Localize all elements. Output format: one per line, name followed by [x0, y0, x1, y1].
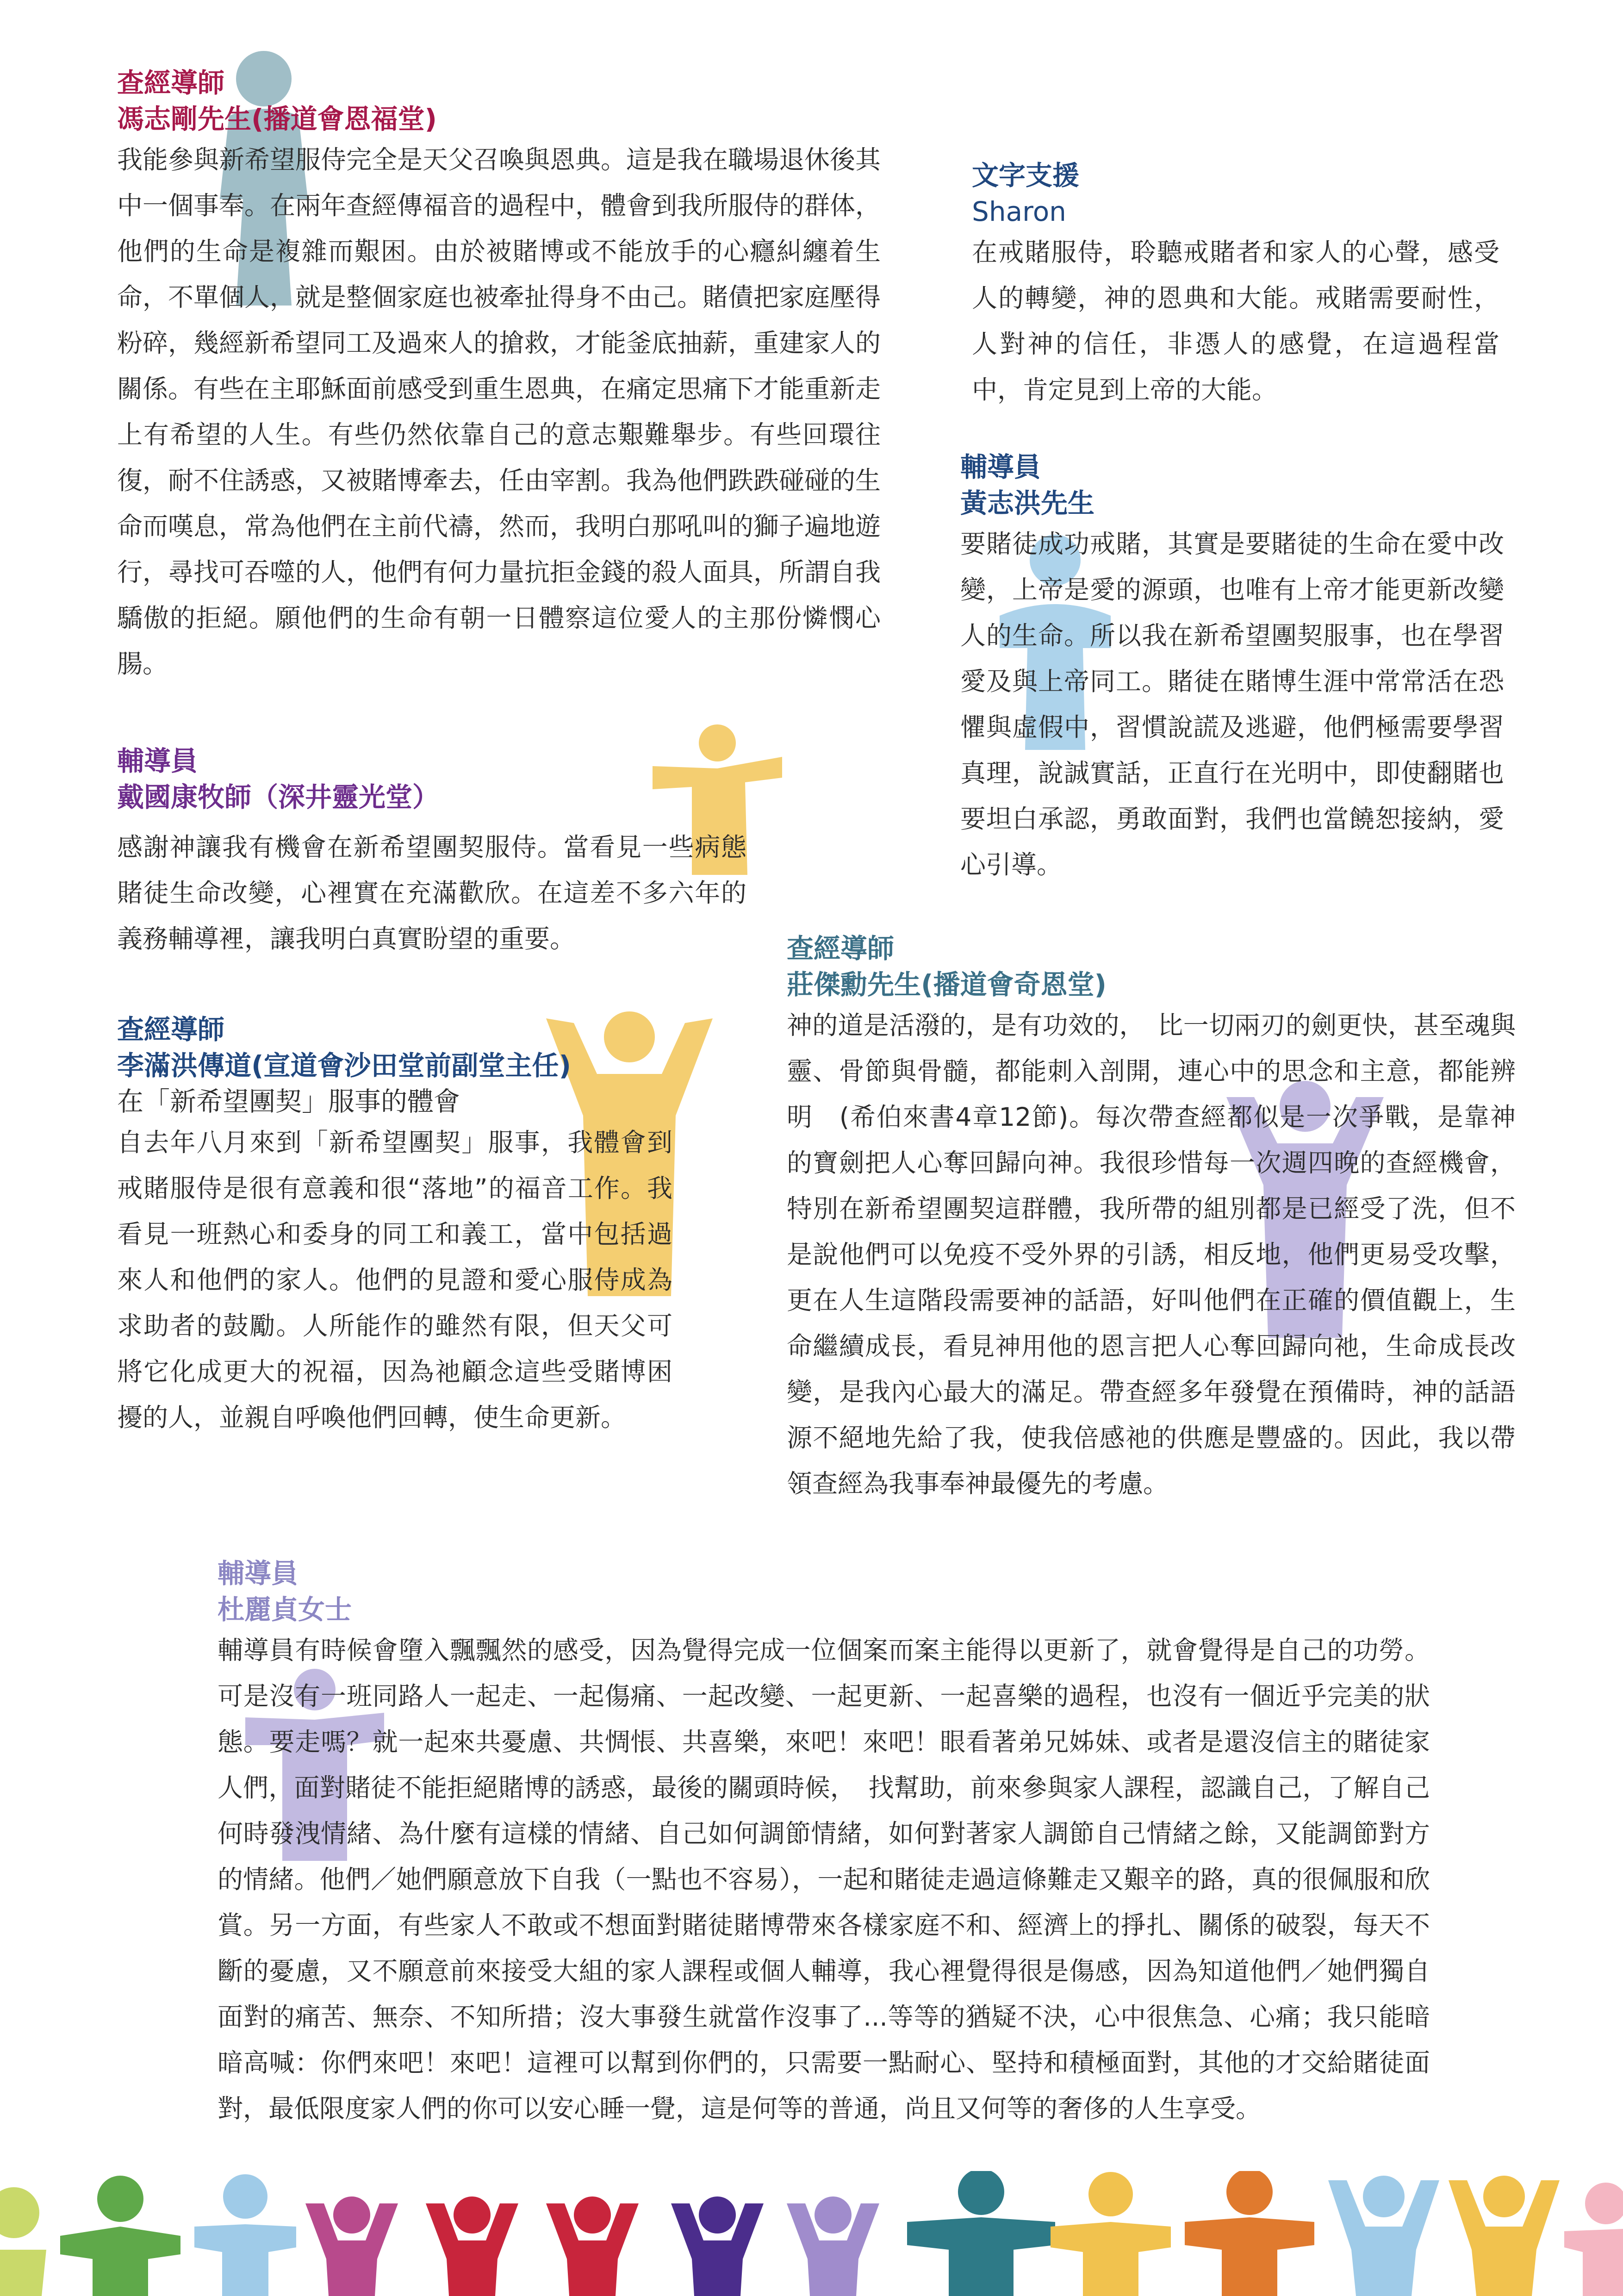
- paragraph: 神的道是活潑的，是有功效的， 比一切兩刃的劍更快，甚至魂與靈、骨節與骨髓，都能刺入剖開，連心中的思念和主意，都能辨明 (希伯來書4章12節)。每次帶查經都似是一次爭戰，是靠神的寶劍把人心奪回歸向神。我很珍惜每一次週四晚的查經機會，特別在新希望團契這群體，我所帶的組別都是已經受了洗，但不是說他們可以免疫不受外界的引誘，相反地，他們更易受攻擊，更在人生這階段需要神的話語，好叫他們在正確的價值觀上，生命繼續成長，看見神用他的恩言把人心奪回歸向祂，生命成長改變，是我內心最大的滿足。帶查經多年發覺在預備時，神的話語源不絕地先給了我，使我倍感祂的供應是豐盛的。因此，我以帶領查經為我事奉神最優先的考慮。: [787, 1011, 1516, 1498]
- section-to: [218, 1555, 1430, 2132]
- role-title: 文字支援: [972, 160, 1080, 191]
- role-title: 查經導師: [117, 1014, 225, 1045]
- role-title: 查經導師: [787, 933, 895, 964]
- role-title: 輔導員: [960, 451, 1041, 483]
- person-name: 馮志剛先生(播道會恩福堂): [117, 103, 437, 135]
- person-name: 戴國康牧師（深井靈光堂）: [117, 781, 440, 813]
- person-figure-icon: [546, 2196, 639, 2296]
- paragraph: 輔導員有時候會墮入飄飄然的感受，因為覺得完成一位個案而案主能得以更新了，就會覺得是自己的功勞。可是沒有一班同路人一起走、一起傷痛、一起改變、一起更新、一起喜樂的過程，也沒有一個近乎完美的狀態。要走嗎？就一起來共憂慮、共惆悵、共喜樂，來吧！來吧！眼看著弟兄姊妹、或者是還沒信主的賭徒家人們，面對賭徒不能拒絕賭博的誘惑，最後的關頭時候， 找幫助，前來參與家人課程，認識自己，了解自己何時發洩情緒、為什麼有這樣的情緒、自己如何調節情緒，如何對著家人調節自己情緒之餘，又能調節對方的情緒。他們／她們願意放下自我（一點也不容易），一起和賭徒走過這條難走又艱辛的路，真的很佩服和欣賞。另一方面，有些家人不敢或不想面對賭徒賭博帶來各樣家庭不和、經濟上的掙扎、關係的破裂，每天不斷的憂慮，又不願意前來接受大組的家人課程或個人輔導，我心裡覺得很是傷感，因為知道他們／她們獨自面對的痛苦、無奈、不知所措；沒大事發生就當作沒事了...等等的猶疑不決，心中很焦急、心痛；我只能暗暗高喊：你們來吧！來吧！這裡可以幫到你們的，只需要一點耐心、堅持和積極面對，其他的才交給賭徒面對，最低限度家人們的你可以安心睡一覺，這是何等的普通，尚且又何等的奢侈的人生享受。: [218, 1635, 1430, 2123]
- section-lee: [117, 1011, 672, 1441]
- testimony-text: [117, 824, 746, 962]
- person-figure-icon: [907, 2171, 1055, 2296]
- section-feng: [117, 65, 881, 687]
- person-figure-icon: [426, 2196, 518, 2296]
- testimony-text: [117, 1120, 672, 1441]
- person-figure-icon: [1185, 2171, 1314, 2296]
- testimony-text: [218, 1628, 1430, 2132]
- person-name: 莊傑勳先生(播道會奇恩堂): [787, 969, 1107, 1000]
- person-figure-icon: [305, 2196, 398, 2296]
- person-figure-icon: [194, 2174, 296, 2296]
- paragraph: 要賭徒成功戒賭，其實是要賭徒的生命在愛中改變，上帝是愛的源頭，也唯有上帝才能更新改變人的生命。所以我在新希望團契服事，也在學習愛及與上帝同工。賭徒在賭博生涯中常常活在恐懼與虛假中，習慣說謊及逃避，他們極需要學習真理，說誠實話，正直行在光明中，即使翻賭也要坦白承認，勇敢面對，我們也當饒恕接納，愛心引導。: [960, 529, 1504, 880]
- people-band-illustration: [0, 2171, 1623, 2296]
- person-name: 黃志洪先生: [960, 487, 1095, 519]
- role-title: 輔導員: [117, 745, 198, 777]
- paragraph: 自去年八月來到「新希望團契」服事，我體會到戒賭服侍是很有意義和很“落地”的福音工作。我看見一班熱心和委身的同工和義工，當中包括過來人和他們的家人。他們的見證和愛心服侍成為求助者的鼓勵。人所能作的雖然有限，但天父可將它化成更大的祝福，因為祂顧念這些受賭博困擾的人，並親自呼喚他們回轉，使生命更新。: [117, 1128, 672, 1432]
- testimony-text: [960, 521, 1504, 888]
- section-wong: [960, 449, 1504, 888]
- testimony-text: [787, 1003, 1516, 1507]
- section-tai: [117, 743, 746, 962]
- testimony-text: [117, 137, 881, 687]
- person-name: 李滿洪傳道(宣道會沙田堂前副堂主任): [117, 1050, 572, 1081]
- person-name: Sharon: [972, 196, 1066, 227]
- section-sharon: [972, 157, 1499, 413]
- person-figure-icon: [1449, 2176, 1560, 2296]
- person-figure-icon: [1328, 2176, 1439, 2296]
- person-figure-icon: [787, 2196, 879, 2296]
- role-title: 輔導員: [218, 1558, 298, 1589]
- person-figure-icon: [1051, 2172, 1171, 2296]
- person-name: 杜麗貞女士: [218, 1594, 352, 1625]
- paragraph: 在戒賭服侍，聆聽戒賭者和家人的心聲，感受人的轉變，神的恩典和大能。戒賭需要耐性，人對神的信任，非憑人的感覺，在這過程當中，肯定見到上帝的大能。: [972, 237, 1499, 405]
- person-figure-icon: [60, 2176, 180, 2296]
- person-figure-icon: [1564, 2183, 1623, 2296]
- person-figure-icon: [0, 2187, 46, 2296]
- testimony-subtitle: 在「新希望團契」服事的體會: [117, 1086, 460, 1117]
- role-title: 查經導師: [117, 67, 225, 99]
- person-figure-icon: [671, 2196, 764, 2296]
- section-chong: [787, 930, 1516, 1507]
- paragraph: 我能參與新希望服侍完全是天父召喚與恩典。這是我在職場退休後其中一個事奉。在兩年查經傳福音的過程中，體會到我所服侍的群体，他們的生命是複雜而艱困。由於被賭博或不能放手的心癮糾纏着生命，不單個人，就是整個家庭也被牽扯得身不由己。賭債把家庭壓得粉碎，幾經新希望同工及過來人的搶救，才能釜底抽薪，重建家人的關係。有些在主耶穌面前感受到重生恩典，在痛定思痛下才能重新走上有希望的人生。有些仍然依靠自己的意志艱難舉步。有些回環往復，耐不住誘惑，又被賭博牽去，任由宰割。我為他們跌跌碰碰的生命而嘆息，常為他們在主前代禱，然而，我明白那吼叫的獅子遍地遊行，尋找可吞噬的人，他們有何力量抗拒金錢的殺人面具，所謂自我驕傲的拒絕。願他們的生命有朝一日體察這位愛人的主那份憐憫心腸。: [117, 145, 881, 679]
- testimony-text: [972, 230, 1499, 413]
- paragraph: 感謝神讓我有機會在新希望團契服侍。當看見一些病態賭徒生命改變，心裡實在充滿歡欣。在這差不多六年的義務輔導裡，讓我明白真實盼望的重要。: [117, 832, 746, 954]
